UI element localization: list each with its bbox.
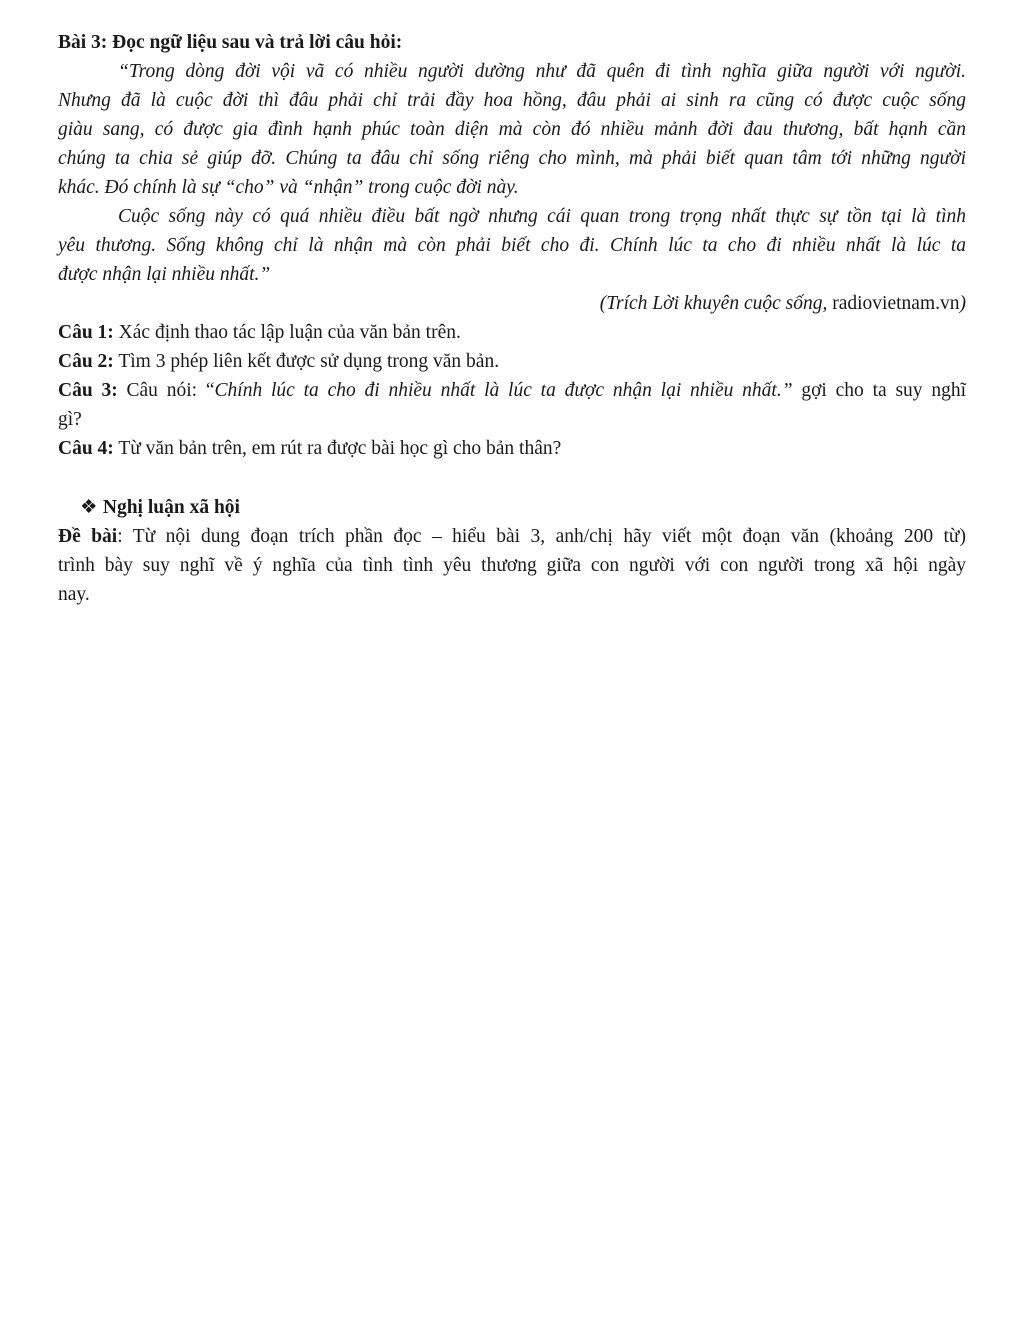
essay-section-heading [58,493,966,522]
diamond-bullet-icon: ❖ [80,497,98,518]
section-spacer [58,463,966,493]
question-text: Câu nói: “ [117,380,215,401]
prompt-text: : Từ nội dung đoạn trích phần đọc – hiểu bài 3, anh/chị hãy viết một đoạn văn (khoảng 200 từ) [117,526,966,547]
question-label: Câu 4: [58,438,114,459]
essay-prompt [58,522,966,609]
question-quote: Chính lúc ta cho đi nhiều nhất là lúc ta được nhận lại nhiều nhất.” [214,380,793,401]
question-2 [58,347,966,376]
passage-line: Nhưng đã là cuộc đời thì đâu phải chỉ trải đầy hoa hồng, đâu phải ai sinh ra cũng có được cuộc sống [58,90,966,111]
passage-line: chúng ta chia sẻ giúp đỡ. Chúng ta đâu chỉ sống riêng cho mình, mà phải biết quan tâm tới những người [58,148,966,169]
reading-passage [58,57,966,289]
passage-line: Cuộc sống này có quá nhiều điều bất ngờ nhưng cái quan trong trọng nhất thực sự tồn tại là tình [118,206,966,227]
passage-line: yêu thương. Sống không chỉ là nhận mà còn phải biết cho đi. Chính lúc ta cho đi nhiều nhất là lúc ta [58,235,966,256]
prompt-line [58,522,966,551]
citation-open: (Trích [599,293,653,314]
passage-line: giàu sang, có được gia đình hạnh phúc toàn diện mà còn đó nhiều mảnh đời đau thương, bất hạnh cần [58,119,966,140]
document-page [58,28,966,609]
question-4 [58,434,966,463]
exercise-title: Bài 3: Đọc ngữ liệu sau và trả lời câu hỏi: [58,32,403,53]
question-text: Tìm 3 phép liên kết được sử dụng trong văn bản. [113,351,500,372]
question-3-continuation: gì? [58,409,82,430]
question-3 [58,376,966,405]
passage-line: được nhận lại nhiều nhất.” [58,264,271,285]
question-1 [58,318,966,347]
prompt-line: nay. [58,584,90,605]
question-text: Xác định thao tác lập luận của văn bản trên. [113,322,461,343]
prompt-label: Đề bài [58,526,118,547]
passage-line: “Trong dòng đời vội vã có nhiều người dường như đã quên đi tình nghĩa giữa người với người. [118,61,966,82]
citation-source-site: radiovietnam.vn [827,293,960,314]
question-text: Từ văn bản trên, em rút ra được bài học gì cho bản thân? [113,438,562,459]
prompt-line: trình bày suy nghĩ về ý nghĩa của tình tình yêu thương giữa con người với con người trong xã hội ngày [58,555,966,576]
question-text: gợi cho ta suy nghĩ [792,380,966,401]
passage-line: khác. Đó chính là sự “cho” và “nhận” trong cuộc đời này. [58,177,519,198]
citation [58,289,966,318]
citation-source-title: Lời khuyên cuộc sống, [652,293,828,314]
question-label: Câu 3: [58,380,118,401]
question-label: Câu 1: [58,322,114,343]
essay-heading-text: Nghị luận xã hội [102,497,240,518]
question-label: Câu 2: [58,351,114,372]
citation-close: ) [959,293,966,314]
